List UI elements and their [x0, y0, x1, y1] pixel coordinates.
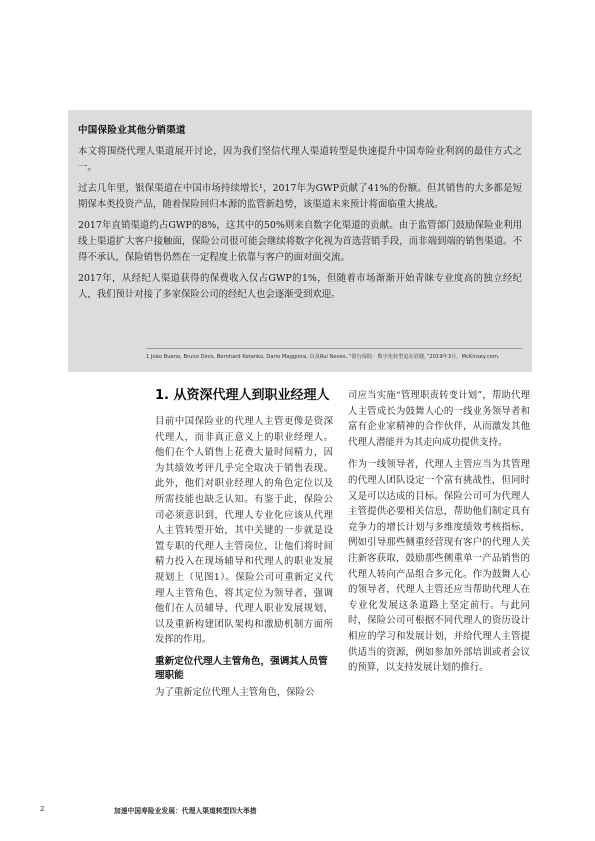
sidebar-paragraph: 2017年直销渠道约占GWP的8%，这其中的50%则来自数字化渠道的贡献。由于监管部门鼓励保险业利用线上渠道扩大客户接触面，保险公司很可能会继续将数字化视为首选营销手段，而非端到端的销售渠道。不得不承认，保险销售仍然在一定程度上依靠与客户的面对面交流。 — [78, 220, 522, 263]
right-column — [348, 388, 530, 683]
left-column — [155, 388, 333, 708]
sidebar-paragraph: 过去几年里，银保渠道在中国市场持续增长¹，2017年为GWP贡献了41%的份额。但其销售的大多都是短期保本类投资产品，随着保险回归本源的监管新趋势，该渠道未来预计将面临重大挑战。 — [78, 183, 522, 210]
body-paragraph-tail: 为了重新定位代理人主管角色，保险公 — [155, 686, 315, 698]
subheading: 重新定位代理人主管角色，强调其人员管理职能 — [155, 655, 328, 681]
sidebar-box — [68, 110, 532, 372]
sidebar-paragraph: 2017年，从经纪人渠道获得的保费收入仅占GWP的1%，但随着市场渐渐开始青睐专业度高的独立经纪人，我们预计对接了多家保险公司的经纪人也会逐渐受到欢迎。 — [78, 273, 522, 300]
body-paragraph: 目前中国保险业的代理人主管更像是资深代理人，而非真正意义上的职业经理人。他们在个人销售上花费大量时间精力，因为其绩效考评几乎完全取决于销售表现。此外，他们对职业经理人的角色定位以及所需技能也缺乏认知。有鉴于此，保险公司必须意识到，代理人专业化应该从代理人主管转型开始，其中关键的一步就是设置专职的代理人主管岗位，让他们将时间精力投入在现场辅导和代理人的职业发展规划上（见图1）。保险公司可重新定义代理人主管角色，将其定位为领导者，强调他们在人员辅导、代理人职业发展规划，以及重新构建团队架构和激励机制方面所发挥的作用。 — [155, 416, 333, 646]
footnote: 1 João Bueno, Bruno Dinis, Bernhard Kotanko, Dario Maggiora, 以及Rui Neves, “银行保险：数字化转型迫在眉睫，”2019年3月，McKinsey.com. — [146, 354, 500, 360]
sidebar-paragraph: 本文将围绕代理人渠道展开讨论，因为我们坚信代理人渠道转型是快速提升中国寿险业利润的最佳方式之一。 — [78, 146, 522, 173]
footnote-divider — [146, 348, 522, 349]
body-paragraph: 作为一线领导者，代理人主管应当为其管理的代理人团队设定一个富有挑战性，但同时又是可以达成的目标。保险公司可为代理人主管提供必要相关信息，帮助他们制定具有竞争力的增长计划与多维度绩效考核指标，例如引导那些侧重经营现有客户的代理人关注新客获取，鼓励那些侧重单一产品销售的代理人转向产品组合多元化。作为鼓舞人心的领导者，代理人主管还应当帮助代理人在专业化发展这条道路上坚定前行。与此同时，保险公司可根据不同代理人的资历设计相应的学习和发展计划，并给代理人主管提供适当的资源，例如参加外部培训或者会议的预算，以支持发展计划的推行。 — [348, 459, 530, 674]
page-number: 2 — [40, 805, 45, 813]
running-footer: 加速中国寿险业发展：代理人渠道转型四大举措 — [114, 807, 257, 815]
sidebar-box-title: 中国保险业其他分销渠道 — [78, 125, 186, 136]
section-heading: 1. 从资深代理人到职业经理人 — [155, 388, 330, 403]
body-paragraph: 司应当实施“管理职责转变计划”，帮助代理人主管成长为鼓舞人心的一线业务领导者和富有企业家精神的合作伙伴，从而激发其他代理人潜能并为其走向成功提供支持。 — [348, 390, 530, 448]
